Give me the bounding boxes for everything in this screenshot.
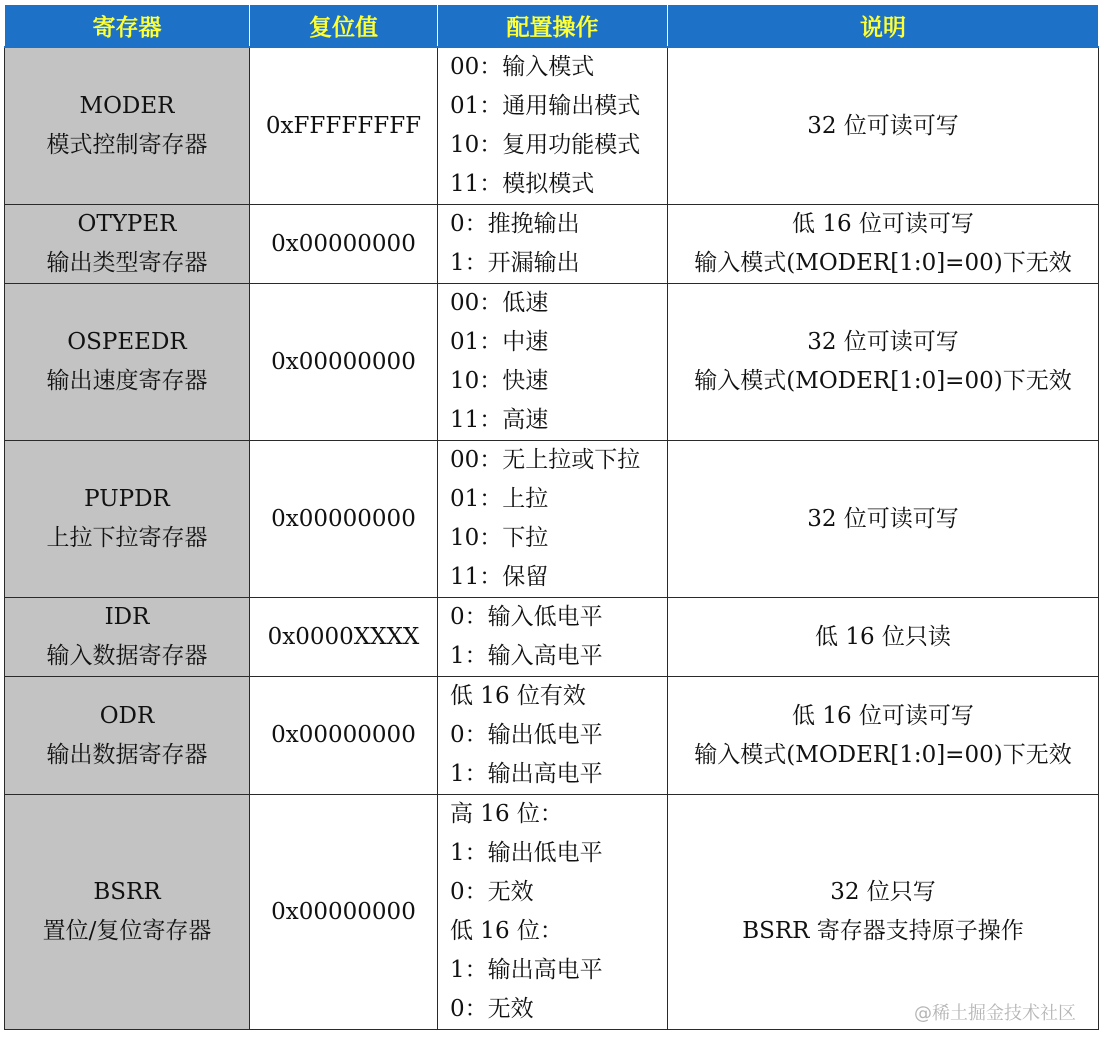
config-operation-cell <box>438 795 668 1030</box>
table-row <box>5 677 1099 795</box>
register-name-cell <box>5 795 250 1030</box>
config-operation-line: 00：无上拉或下拉 <box>450 447 641 473</box>
description-line: 输入模式(MODER[1:0]=00)下无效 <box>694 368 1072 394</box>
description-line: 输入模式(MODER[1:0]=00)下无效 <box>694 250 1072 276</box>
description-line: 32 位只写 <box>830 879 936 905</box>
config-operation-cell <box>438 205 668 284</box>
register-name-line: 输出数据寄存器 <box>46 741 208 768</box>
description-line: 低 16 位只读 <box>815 623 951 650</box>
config-operation-cell <box>438 598 668 677</box>
register-name-line: OSPEEDR <box>67 329 187 355</box>
register-name-line: BSRR <box>93 879 161 905</box>
config-operation-cell <box>438 47 668 205</box>
config-operation-line: 1：输出高电平 <box>450 761 603 787</box>
config-operation-line: 01：上拉 <box>450 486 549 512</box>
config-operation-line: 01：中速 <box>450 329 549 355</box>
description-line: 32 位可读可写 <box>807 112 959 139</box>
reset-value-cell: 0xFFFFFFFF <box>250 47 438 205</box>
description-cell <box>668 47 1099 205</box>
config-operation-line: 10：下拉 <box>450 525 549 551</box>
watermark: @稀土掘金技术社区 <box>914 1003 1076 1024</box>
config-operation-cell <box>438 284 668 441</box>
description-cell <box>668 441 1099 598</box>
register-name-cell <box>5 441 250 598</box>
description-cell <box>668 677 1099 795</box>
config-operation-line: 1：输出高电平 <box>450 957 603 983</box>
table-row <box>5 441 1099 598</box>
register-name-line: 上拉下拉寄存器 <box>46 525 208 551</box>
config-operation-line: 0：推挽输出 <box>450 211 580 237</box>
register-name-cell <box>5 205 250 284</box>
register-name-line: 置位/复位寄存器 <box>42 918 212 944</box>
config-operation-line: 0：输出低电平 <box>450 722 603 748</box>
header-config-operation: 配置操作 <box>438 5 668 48</box>
register-name-line: ODR <box>99 702 155 729</box>
header-reset-value: 复位值 <box>250 5 438 48</box>
config-operation-line: 1：开漏输出 <box>450 250 580 276</box>
description-line: BSRR 寄存器支持原子操作 <box>742 918 1024 944</box>
description-line: 输入模式(MODER[1:0]=00)下无效 <box>694 741 1072 768</box>
register-name-line: MODER <box>79 93 175 119</box>
register-name-line: OTYPER <box>77 211 177 237</box>
table-row <box>5 795 1099 1030</box>
reset-value-cell: 0x00000000 <box>250 677 438 795</box>
reset-value-cell: 0x00000000 <box>250 284 438 441</box>
description-cell <box>668 284 1099 441</box>
description-line: 低 16 位可读可写 <box>792 702 974 729</box>
description-line: 低 16 位可读可写 <box>792 211 974 237</box>
register-name-line: 输出类型寄存器 <box>46 250 208 276</box>
register-name-line: IDR <box>104 604 150 630</box>
config-operation-line: 11：模拟模式 <box>450 171 595 197</box>
config-operation-line: 11：保留 <box>450 564 549 590</box>
config-operation-line: 低 16 位有效 <box>450 683 586 709</box>
config-operation-line: 11：高速 <box>450 407 549 433</box>
header-register: 寄存器 <box>5 5 250 48</box>
config-operation-line: 1：输入高电平 <box>450 643 603 669</box>
register-name-cell <box>5 284 250 441</box>
config-operation-line: 低 16 位： <box>450 918 563 944</box>
description-line: 32 位可读可写 <box>807 329 959 355</box>
register-name-line: 模式控制寄存器 <box>46 132 208 158</box>
config-operation-cell <box>438 677 668 795</box>
table-row <box>5 284 1099 441</box>
config-operation-line: 0：无效 <box>450 996 534 1022</box>
config-operation-line: 00：输入模式 <box>450 54 595 80</box>
reset-value-cell: 0x00000000 <box>250 441 438 598</box>
register-name-line: 输入数据寄存器 <box>46 643 208 669</box>
description-line: 32 位可读可写 <box>807 505 959 532</box>
register-name-cell <box>5 47 250 205</box>
config-operation-line: 00：低速 <box>450 290 549 316</box>
register-name-line: 输出速度寄存器 <box>46 368 208 394</box>
config-operation-line: 01：通用输出模式 <box>450 93 641 119</box>
config-operation-line: 1：输出低电平 <box>450 840 603 866</box>
reset-value-cell: 0x0000XXXX <box>250 598 438 677</box>
table-row <box>5 598 1099 677</box>
config-operation-cell <box>438 441 668 598</box>
register-name-cell <box>5 677 250 795</box>
config-operation-line: 高 16 位： <box>450 801 563 827</box>
description-cell <box>668 795 1099 1030</box>
description-cell <box>668 598 1099 677</box>
config-operation-line: 10：快速 <box>450 368 549 394</box>
register-name-line: PUPDR <box>84 486 170 512</box>
config-operation-line: 0：输入低电平 <box>450 604 603 630</box>
register-name-cell <box>5 598 250 677</box>
reset-value-cell: 0x00000000 <box>250 795 438 1030</box>
description-cell <box>668 205 1099 284</box>
table-body <box>5 47 1099 1030</box>
reset-value-cell: 0x00000000 <box>250 205 438 284</box>
header-row <box>5 5 1099 48</box>
config-operation-line: 0：无效 <box>450 879 534 905</box>
config-operation-line: 10：复用功能模式 <box>450 132 641 158</box>
table-row <box>5 47 1099 205</box>
table-row <box>5 205 1099 284</box>
register-table <box>4 4 1099 1030</box>
header-description: 说明 <box>668 5 1099 48</box>
